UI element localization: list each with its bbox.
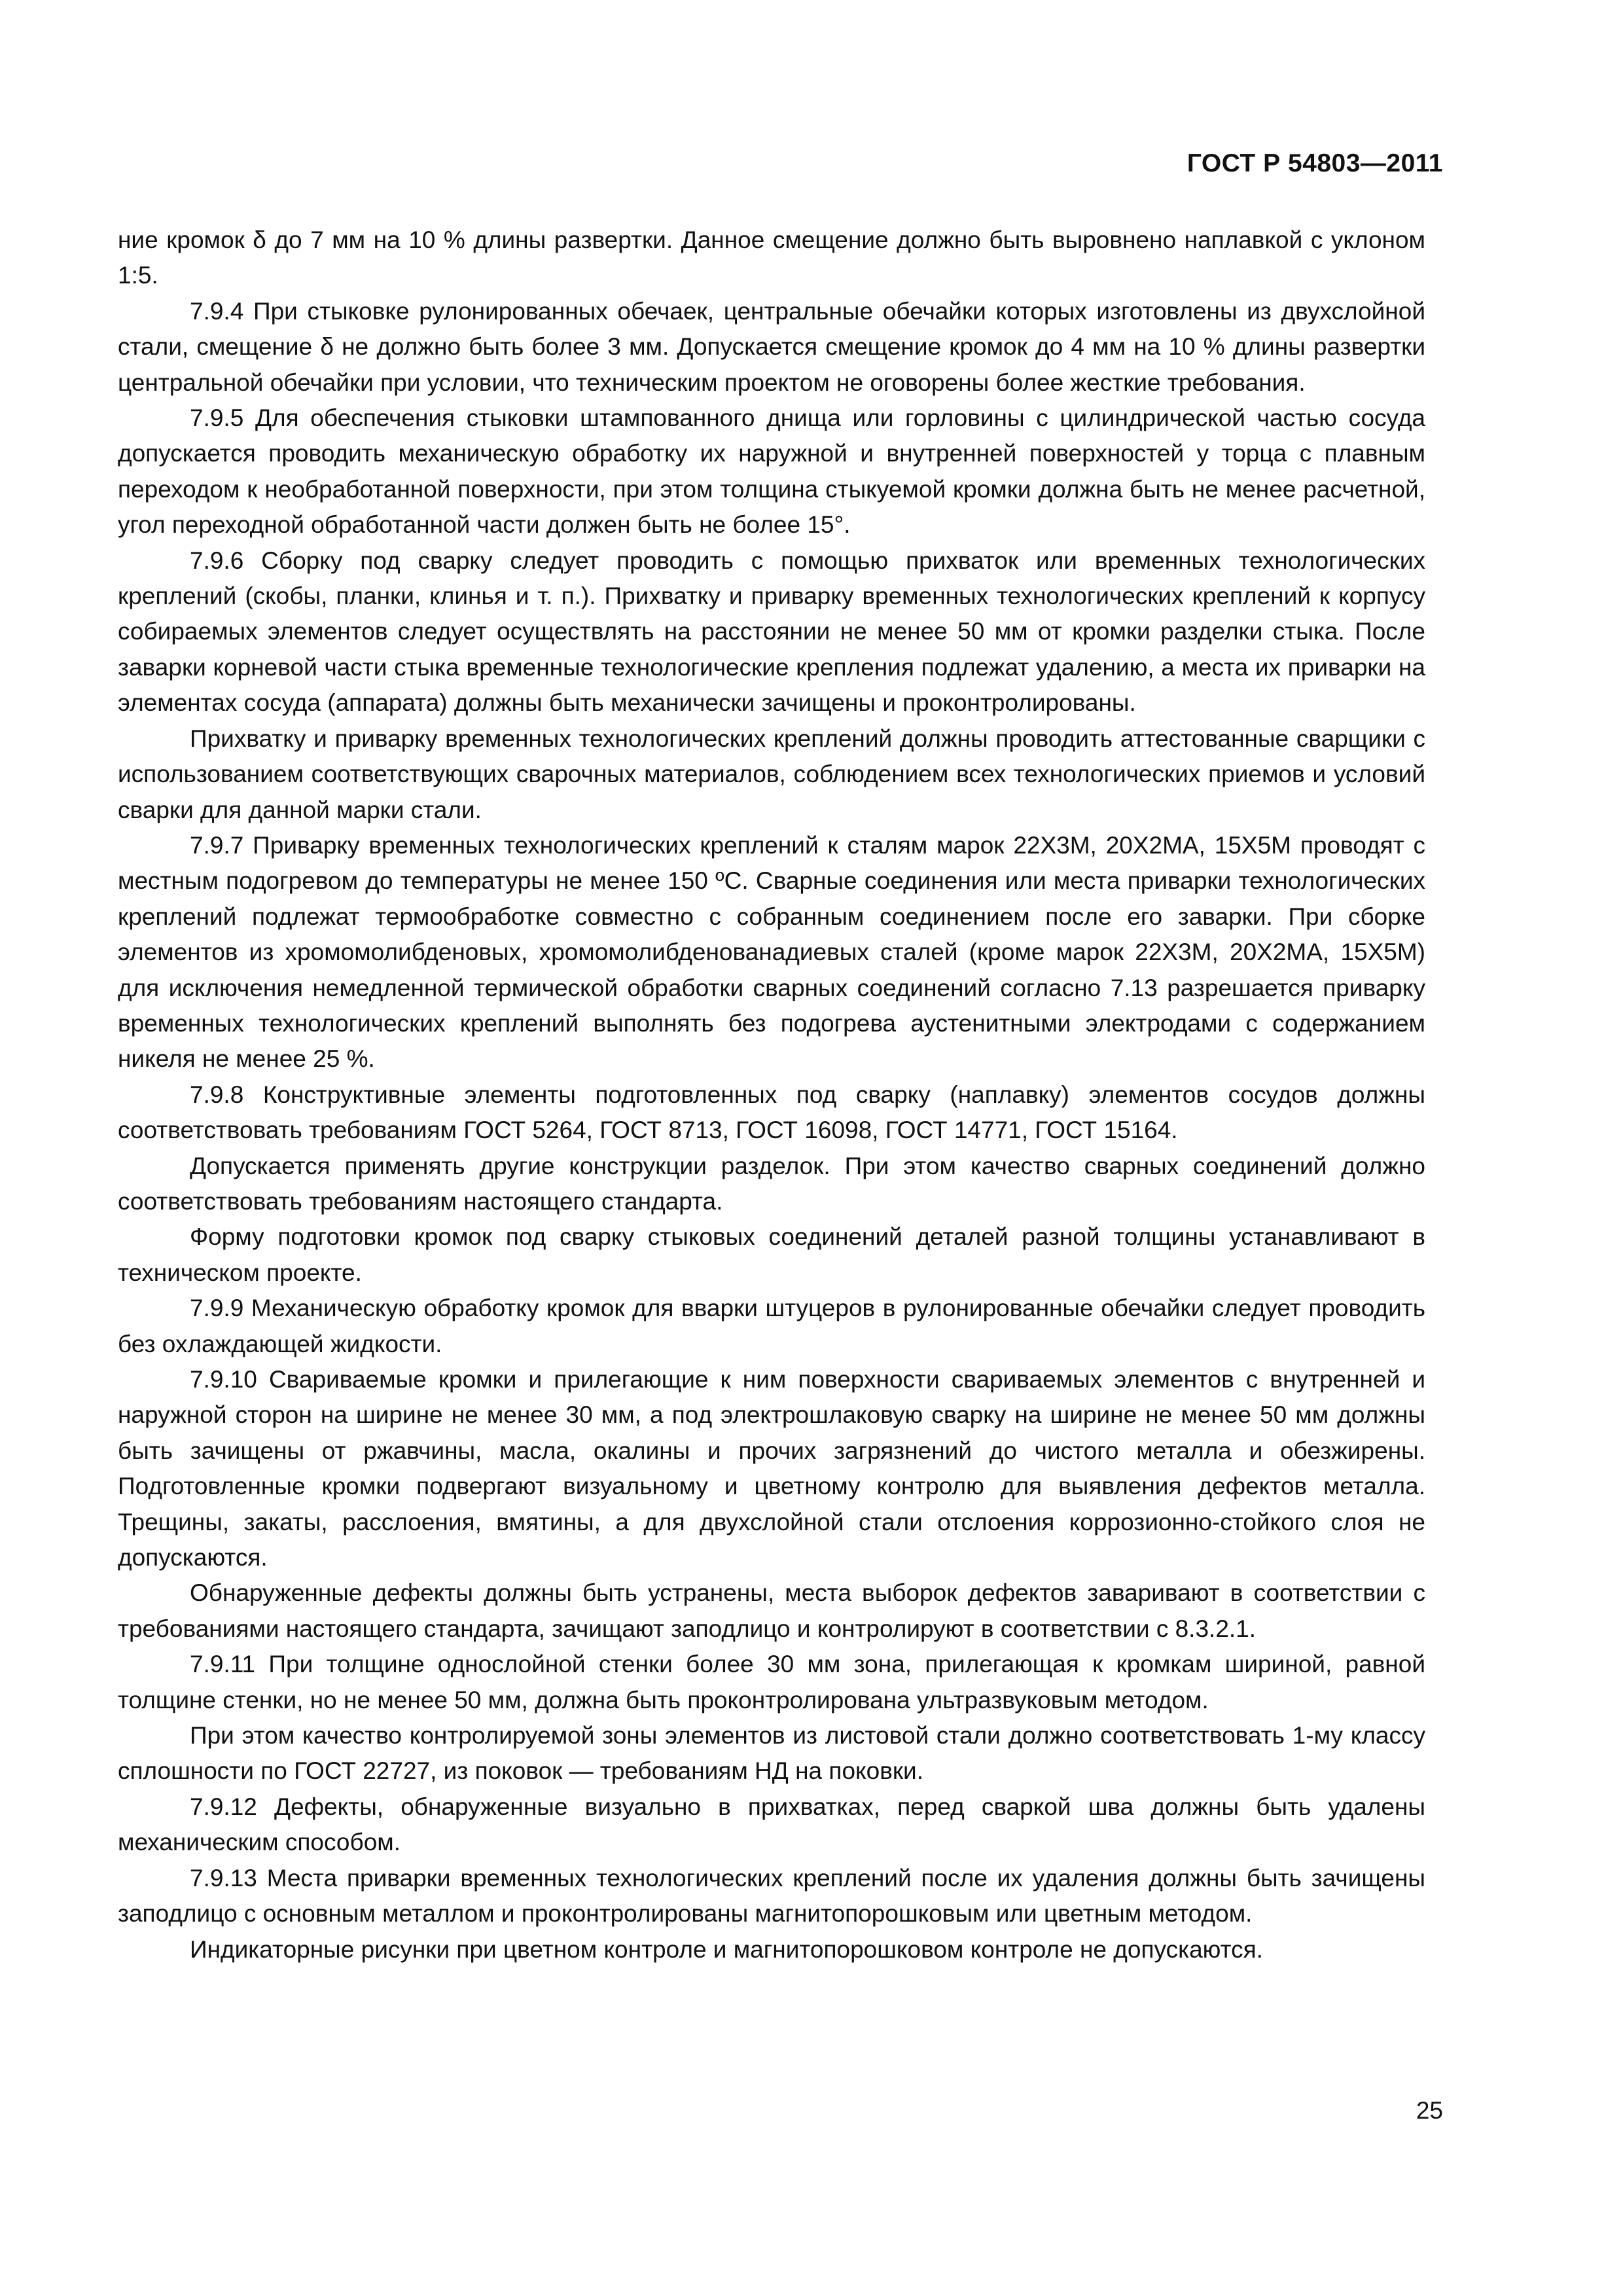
paragraph: 7.9.9 Механическую обработку кромок для вварки штуцеров в рулонированные обечайки следует проводить без охлаждающей жидкости. (118, 1295, 1425, 1357)
paragraph: Индикаторные рисунки при цветном контроле и магнитопорошковом контроле не допускаются. (190, 1935, 1263, 1963)
document-body (118, 223, 1425, 1967)
paragraph: 7.9.6 Сборку под сварку следует проводить с помощью прихваток или временных технологических креплений (скобы, планки, клинья и т. п.). Прихватку и приварку временных технологических креплений к корпусу собираемых элементов следует осуществлять на расстоянии не менее 50 мм от кромки разделки стыка. После заварки корневой части стыка временные технологические крепления подлежат удалению, а места их приварки на элементах сосуда (аппарата) должны быть механически зачищены и проконтролированы. (118, 547, 1425, 717)
standard-header: ГОСТ Р 54803—2011 (1186, 149, 1443, 177)
page-number: 25 (1416, 2097, 1443, 2124)
paragraph: Прихватку и приварку временных технологических креплений должны проводить аттестованные сварщики с использованием соответствующих сварочных материалов, соблюдением всех технологических приемов и условий сварки для данной марки стали. (118, 725, 1425, 823)
paragraph: 7.9.13 Места приварки временных технологических креплений после их удаления должны быть зачищены заподлицо с основным металлом и проконтролированы магнитопорошковым или цветным методом. (118, 1864, 1425, 1928)
paragraph: 7.9.10 Свариваемые кромки и прилегающие к ним поверхности свариваемых элементов с внутренней и наружной сторон на ширине не менее 30 мм, а под электрошлаковую сварку на ширине не менее 50 мм должны быть зачищены от ржавчины, масла, окалины и прочих загрязнений до чистого металла и обезжирены. Подготовленные кромки подвергают визуальному и цветному контролю для выявления дефектов металла. Трещины, закаты, расслоения, вмятины, а для двухслойной стали отслоения коррозионно-стойкого слоя не допускаются. (118, 1366, 1425, 1571)
paragraph: 7.9.12 Дефекты, обнаруженные визуально в прихватках, перед сваркой шва должны быть удалены механическим способом. (118, 1793, 1425, 1856)
paragraph: При этом качество контролируемой зоны элементов из листовой стали должно соответствовать 1-му классу сплошности по ГОСТ 22727, из поковок — требованиям НД на поковки. (118, 1722, 1425, 1785)
paragraph: 7.9.11 При толщине однослойной стенки более 30 мм зона, прилегающая к кромкам шириной, равной толщине стенки, но не менее 50 мм, должна быть проконтролирована ультразвуковым методом. (118, 1651, 1425, 1713)
paragraph: 7.9.4 При стыковке рулонированных обечаек, центральные обечайки которых изготовлены из двухслойной стали, смещение δ не должно быть более 3 мм. Допускается смещение кромок до 4 мм на 10 % длины развертки центральной обечайки при условии, что техническим проектом не оговорены более жесткие требования. (118, 297, 1425, 396)
paragraph: 7.9.8 Конструктивные элементы подготовленных под сварку (наплавку) элементов сосудов должны соответствовать требованиям ГОСТ 5264, ГОСТ 8713, ГОСТ 16098, ГОСТ 14771, ГОСТ 15164. (118, 1081, 1425, 1144)
paragraph: Допускается применять другие конструкции разделок. При этом качество сварных соединений должно соответствовать требованиям настоящего стандарта. (118, 1152, 1425, 1215)
paragraph: ние кромок δ до 7 мм на 10 % длины развертки. Данное смещение должно быть выровнено наплавкой с уклоном 1:5. (118, 226, 1425, 289)
paragraph: Обнаруженные дефекты должны быть устранены, места выборок дефектов заваривают в соответствии с требованиями настоящего стандарта, зачищают заподлицо и контролируют в соответствии с 8.3.2.1. (118, 1579, 1425, 1642)
paragraph: Форму подготовки кромок под сварку стыковых соединений деталей разной толщины устанавливают в техническом проекте. (118, 1223, 1425, 1286)
paragraph: 7.9.5 Для обеспечения стыковки штампованного днища или горловины с цилиндрической частью сосуда допускается проводить механическую обработку их наружной и внутренней поверхностей у торца с плавным переходом к необработанной поверхности, при этом толщина стыкуемой кромки должна быть не менее расчетной, угол переходной обработанной части должен быть не более 15°. (118, 404, 1425, 539)
paragraph: 7.9.7 Приварку временных технологических креплений к сталям марок 22Х3М, 20Х2МА, 15Х5М проводят с местным подогревом до температуры не менее 150 ºС. Сварные соединения или места приварки технологических креплений подлежат термообработке совместно с собранным соединением после его заварки. При сборке элементов из хромомолибденовых, хромомолибденованадиевых сталей (кроме марок 22Х3М, 20Х2МА, 15Х5М) для исключения немедленной термической обработки сварных соединений согласно 7.13 разрешается приварку временных технологических креплений выполнять без подогрева аустенитными электродами с содержанием никеля не менее 25 %. (118, 831, 1425, 1073)
